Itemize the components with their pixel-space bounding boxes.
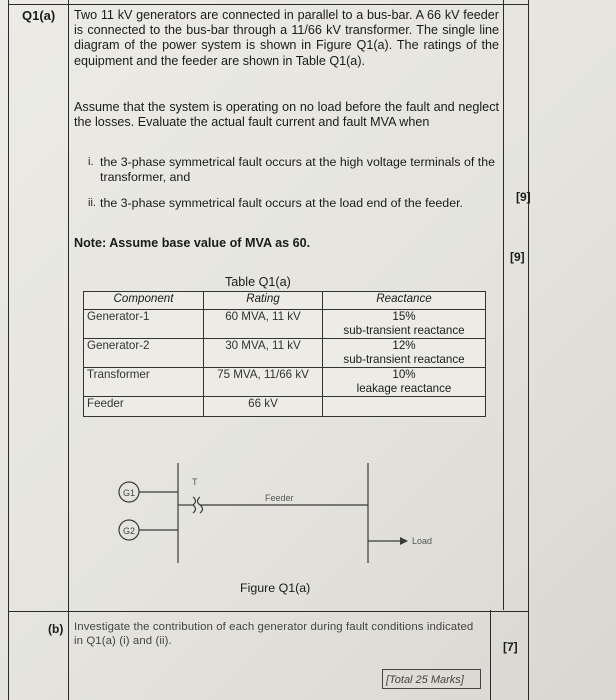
- reactance-note: sub-transient reactance: [343, 323, 465, 337]
- cell-reactance: [323, 397, 486, 417]
- marks-part-b: [7]: [503, 640, 518, 654]
- reactance-value: 10%: [392, 368, 416, 381]
- marks-column-divider-b: [490, 610, 491, 700]
- reactance-note: sub-transient reactance: [343, 352, 465, 366]
- list-item: [88, 155, 495, 185]
- cell-reactance: [323, 368, 486, 397]
- cell-component: Transformer: [84, 368, 204, 397]
- cell-component: Generator-2: [84, 339, 204, 368]
- header-rating: Rating: [204, 292, 323, 310]
- part-b-text: Investigate the contribution of each generator during fault conditions indicated in Q1(a) (i) and (ii).: [74, 621, 474, 647]
- part-b-number: (b): [48, 622, 64, 636]
- header-component: Component: [84, 292, 204, 310]
- figure-caption: Figure Q1(a): [240, 581, 311, 595]
- list-numeral: ii.: [88, 197, 96, 209]
- question-instruction: Assume that the system is operating on no load before the fault and neglect the losses. Evaluate the actual fault current and fault MVA when: [74, 100, 499, 130]
- table-row: [84, 368, 486, 397]
- question-column-divider: [68, 0, 69, 700]
- table-row: [84, 310, 486, 339]
- marks-column-divider: [503, 0, 504, 610]
- left-border: [8, 0, 9, 700]
- reactance-value: 12%: [392, 339, 416, 352]
- table-row: [84, 339, 486, 368]
- header-reactance: Reactance: [323, 292, 486, 310]
- part-divider: [8, 611, 528, 612]
- list-item-text: the 3-phase symmetrical fault occurs at the load end of the feeder.: [100, 196, 463, 210]
- list-item: [88, 196, 495, 211]
- question-number: Q1(a): [22, 8, 56, 23]
- reactance-note: leakage reactance: [356, 381, 452, 395]
- cell-component: Feeder: [84, 397, 204, 417]
- list-item-text: the 3-phase symmetrical fault occurs at the high voltage terminals of the transformer, and: [100, 155, 495, 185]
- load-label: Load: [412, 536, 433, 546]
- list-numeral: i.: [88, 156, 94, 168]
- cell-rating: 60 MVA, 11 kV: [204, 310, 323, 339]
- feeder-label: Feeder: [265, 493, 294, 503]
- marks-part-ii: [9]: [510, 250, 525, 264]
- cell-reactance: [323, 339, 486, 368]
- transformer-label: T: [192, 477, 198, 487]
- cell-rating: 75 MVA, 11/66 kV: [204, 368, 323, 397]
- marks-part-i: [9]: [516, 190, 531, 204]
- note: Note: Assume base value of MVA as 60.: [74, 236, 311, 250]
- right-border: [528, 0, 529, 700]
- top-border: [8, 4, 528, 5]
- cell-rating: 66 kV: [204, 397, 323, 417]
- load-arrow: [400, 537, 408, 545]
- cell-reactance: [323, 310, 486, 339]
- question-intro: Two 11 kV generators are connected in parallel to a bus-bar. A 66 kV feeder is connected to the bus-bar through a 11/66 kV transformer. The single line diagram of the power system is shown in Figure Q1(a). The ratings of the equipment and the feeder are shown in Table Q1(a).: [74, 8, 499, 68]
- generator-2-label: G2: [123, 526, 136, 536]
- equipment-table: [83, 291, 486, 417]
- single-line-diagram: [100, 455, 460, 570]
- transformer-winding-1: [193, 497, 196, 513]
- reactance-value: 15%: [392, 310, 416, 323]
- table-row: [84, 397, 486, 417]
- generator-1-label: G1: [123, 488, 136, 498]
- table-title: Table Q1(a): [225, 275, 291, 289]
- cell-rating: 30 MVA, 11 kV: [204, 339, 323, 368]
- table-header-row: [84, 292, 486, 310]
- total-marks: [Total 25 Marks]: [386, 674, 464, 686]
- cell-component: Generator-1: [84, 310, 204, 339]
